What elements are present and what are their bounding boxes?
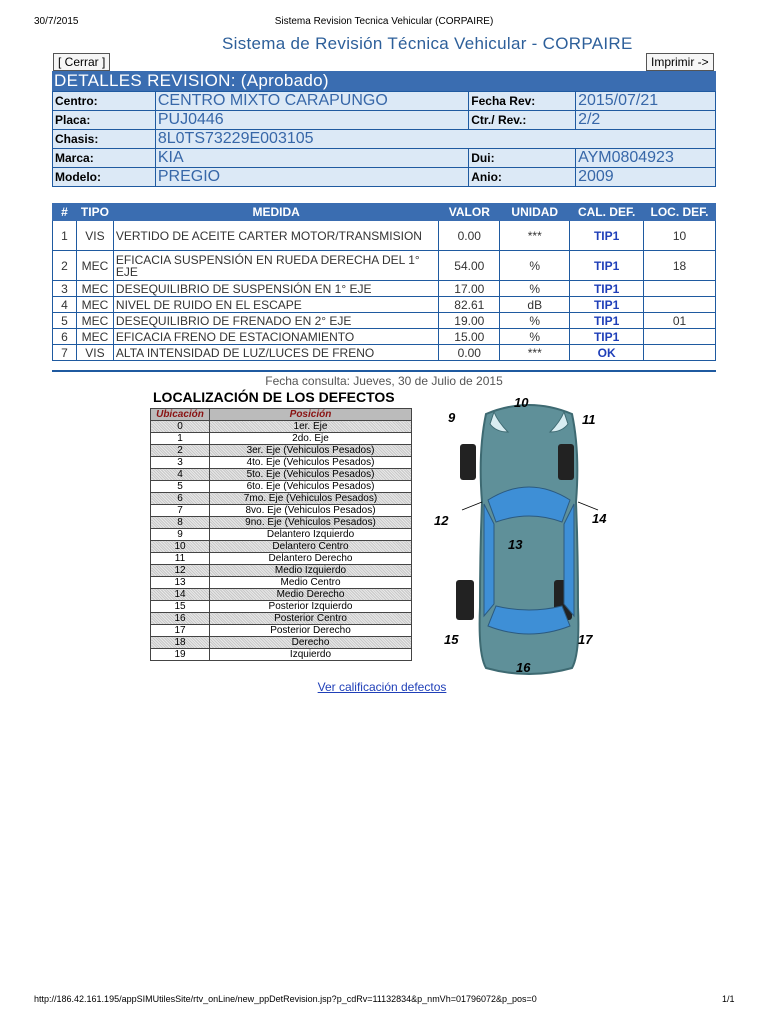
col-tipo: TIPO (76, 204, 113, 221)
measure-cal: TIP1 (570, 329, 644, 345)
ubicacion-value: 15 (151, 601, 210, 613)
col-cal: CAL. DEF. (570, 204, 644, 221)
measure-loc (644, 297, 716, 313)
measure-unidad: dB (500, 297, 570, 313)
placa-value: PUJ0446 (155, 111, 468, 130)
measure-valor: 19.00 (439, 313, 500, 329)
localizacion-row (151, 649, 412, 661)
posicion-value: Delantero Derecho (210, 553, 412, 565)
measure-tipo: MEC (76, 281, 113, 297)
posicion-value: 7mo. Eje (Vehiculos Pesados) (210, 493, 412, 505)
localizacion-row (151, 553, 412, 565)
measure-tipo: MEC (76, 313, 113, 329)
dui-value: AYM0804923 (576, 149, 716, 168)
localizacion-row (151, 541, 412, 553)
ubicacion-value: 13 (151, 577, 210, 589)
measure-cal: TIP1 (570, 221, 644, 251)
measure-medida: EFICACIA FRENO DE ESTACIONAMIENTO (113, 329, 438, 345)
vehicle-info-table (52, 91, 716, 187)
measure-num: 3 (53, 281, 77, 297)
page-title: Sistema de Revisión Técnica Vehicular - CORPAIRE (222, 34, 633, 53)
marca-label: Marca: (53, 149, 156, 168)
measure-medida: VERTIDO DE ACEITE CARTER MOTOR/TRANSMISION (113, 221, 438, 251)
print-title: Sistema Revision Tecnica Vehicular (CORPAIRE) (274, 16, 494, 27)
posicion-value: Posterior Izquierdo (210, 601, 412, 613)
posicion-value: Medio Izquierdo (210, 565, 412, 577)
posicion-value: Delantero Izquierdo (210, 529, 412, 541)
measure-unidad: *** (500, 345, 570, 361)
localizacion-row (151, 505, 412, 517)
localizacion-row (151, 457, 412, 469)
localizacion-row (151, 613, 412, 625)
measure-row (53, 251, 716, 281)
print-button[interactable]: Imprimir -> (646, 53, 714, 71)
ver-calificacion-link[interactable]: Ver calificación defectos (317, 680, 447, 694)
col-ubicacion: Ubicación (151, 409, 210, 421)
measure-valor: 54.00 (439, 251, 500, 281)
ubicacion-value: 5 (151, 481, 210, 493)
measure-row (53, 313, 716, 329)
car-label-17: 17 (578, 632, 593, 647)
measure-cal: TIP1 (570, 297, 644, 313)
measure-num: 1 (53, 221, 77, 251)
measure-valor: 0.00 (439, 221, 500, 251)
measure-row (53, 345, 716, 361)
ubicacion-value: 8 (151, 517, 210, 529)
posicion-value: 2do. Eje (210, 433, 412, 445)
chasis-value: 8L0TS73229E003105 (155, 130, 715, 149)
col-medida: MEDIDA (113, 204, 438, 221)
ubicacion-value: 7 (151, 505, 210, 517)
measure-tipo: MEC (76, 297, 113, 313)
posicion-value: 5to. Eje (Vehiculos Pesados) (210, 469, 412, 481)
ubicacion-value: 4 (151, 469, 210, 481)
posicion-value: Derecho (210, 637, 412, 649)
footer-url: http://186.42.161.195/appSIMUtilesSite/rtv_onLine/new_ppDetRevision.jsp?p_cdRv=11132834&p_nmVh=01796072&p_pos=0 (34, 994, 537, 1004)
car-label-16: 16 (516, 660, 531, 675)
posicion-value: 9no. Eje (Vehiculos Pesados) (210, 517, 412, 529)
measure-medida: ALTA INTENSIDAD DE LUZ/LUCES DE FRENO (113, 345, 438, 361)
measure-row (53, 329, 716, 345)
anio-label: Anio: (469, 168, 576, 187)
measure-num: 4 (53, 297, 77, 313)
posicion-value: Posterior Centro (210, 613, 412, 625)
car-label-10: 10 (514, 395, 529, 410)
print-date: 30/7/2015 (34, 16, 79, 27)
localizacion-row (151, 529, 412, 541)
posicion-value: Medio Derecho (210, 589, 412, 601)
posicion-value: 3er. Eje (Vehiculos Pesados) (210, 445, 412, 457)
measure-valor: 17.00 (439, 281, 500, 297)
measure-loc (644, 345, 716, 361)
localizacion-row (151, 433, 412, 445)
car-label-11: 11 (582, 412, 596, 427)
posicion-value: Posterior Derecho (210, 625, 412, 637)
ubicacion-value: 19 (151, 649, 210, 661)
ubicacion-value: 18 (151, 637, 210, 649)
measure-unidad: *** (500, 221, 570, 251)
ubicacion-value: 6 (151, 493, 210, 505)
ubicacion-value: 9 (151, 529, 210, 541)
modelo-label: Modelo: (53, 168, 156, 187)
ubicacion-value: 10 (151, 541, 210, 553)
measure-cal: TIP1 (570, 313, 644, 329)
posicion-value: 4to. Eje (Vehiculos Pesados) (210, 457, 412, 469)
car-label-15: 15 (444, 632, 459, 647)
fecha-label: Fecha Rev: (469, 92, 576, 111)
measure-num: 6 (53, 329, 77, 345)
measure-num: 5 (53, 313, 77, 329)
measures-table (52, 203, 716, 361)
measure-medida: DESEQUILIBRIO DE FRENADO EN 2° EJE (113, 313, 438, 329)
measure-cal: TIP1 (570, 251, 644, 281)
measure-loc (644, 329, 716, 345)
measure-num: 7 (53, 345, 77, 361)
col-valor: VALOR (439, 204, 500, 221)
posicion-value: 6to. Eje (Vehiculos Pesados) (210, 481, 412, 493)
posicion-value: Medio Centro (210, 577, 412, 589)
col-num: # (53, 204, 77, 221)
measure-medida: DESEQUILIBRIO DE SUSPENSIÓN EN 1° EJE (113, 281, 438, 297)
localizacion-row (151, 565, 412, 577)
car-label-9: 9 (448, 410, 456, 425)
ubicacion-value: 11 (151, 553, 210, 565)
car-label-12: 12 (434, 513, 449, 528)
separator (52, 370, 716, 372)
col-loc: LOC. DEF. (644, 204, 716, 221)
col-unidad: UNIDAD (500, 204, 570, 221)
measure-valor: 15.00 (439, 329, 500, 345)
posicion-value: Delantero Centro (210, 541, 412, 553)
posicion-value: 1er. Eje (210, 421, 412, 433)
fecha-value: 2015/07/21 (576, 92, 716, 111)
localizacion-title: LOCALIZACIÓN DE LOS DEFECTOS (153, 389, 395, 405)
localizacion-row (151, 445, 412, 457)
measure-valor: 0.00 (439, 345, 500, 361)
measure-unidad: % (500, 281, 570, 297)
localizacion-row (151, 601, 412, 613)
chasis-label: Chasis: (53, 130, 156, 149)
footer-page: 1/1 (722, 994, 735, 1004)
measure-tipo: MEC (76, 251, 113, 281)
marca-value: KIA (155, 149, 468, 168)
measure-row (53, 281, 716, 297)
fecha-consulta: Fecha consulta: Jueves, 30 de Julio de 2015 (265, 374, 503, 388)
modelo-value: PREGIO (155, 168, 468, 187)
car-label-13: 13 (508, 537, 523, 552)
ctr-label: Ctr./ Rev.: (469, 111, 576, 130)
localizacion-row (151, 637, 412, 649)
measure-medida: NIVEL DE RUIDO EN EL ESCAPE (113, 297, 438, 313)
ubicacion-value: 16 (151, 613, 210, 625)
posicion-value: Izquierdo (210, 649, 412, 661)
measure-cal: TIP1 (570, 281, 644, 297)
col-posicion: Posición (210, 409, 412, 421)
measure-tipo: VIS (76, 345, 113, 361)
measure-loc: 01 (644, 313, 716, 329)
anio-value: 2009 (576, 168, 716, 187)
measure-loc (644, 281, 716, 297)
close-button[interactable]: [ Cerrar ] (53, 53, 110, 71)
localizacion-row (151, 481, 412, 493)
localizacion-table (150, 408, 412, 661)
ubicacion-value: 2 (151, 445, 210, 457)
ubicacion-value: 12 (151, 565, 210, 577)
measure-row (53, 297, 716, 313)
measure-loc: 10 (644, 221, 716, 251)
car-label-14: 14 (592, 511, 607, 526)
centro-value: CENTRO MIXTO CARAPUNGO (155, 92, 468, 111)
measure-loc: 18 (644, 251, 716, 281)
ubicacion-value: 1 (151, 433, 210, 445)
measure-unidad: % (500, 251, 570, 281)
localizacion-row (151, 421, 412, 433)
dui-label: Dui: (469, 149, 576, 168)
measure-unidad: % (500, 313, 570, 329)
measure-tipo: VIS (76, 221, 113, 251)
measure-num: 2 (53, 251, 77, 281)
localizacion-row (151, 625, 412, 637)
localizacion-row (151, 493, 412, 505)
ubicacion-value: 0 (151, 421, 210, 433)
localizacion-row (151, 469, 412, 481)
measure-valor: 82.61 (439, 297, 500, 313)
localizacion-row (151, 577, 412, 589)
measure-tipo: MEC (76, 329, 113, 345)
review-status-header: DETALLES REVISION: (Aprobado) (52, 71, 716, 91)
measure-row (53, 221, 716, 251)
ubicacion-value: 14 (151, 589, 210, 601)
measure-cal: OK (570, 345, 644, 361)
measure-medida: EFICACIA SUSPENSIÓN EN RUEDA DERECHA DEL 1° EJE (113, 251, 438, 281)
ubicacion-value: 3 (151, 457, 210, 469)
measure-unidad: % (500, 329, 570, 345)
localizacion-row (151, 589, 412, 601)
ubicacion-value: 17 (151, 625, 210, 637)
centro-label: Centro: (53, 92, 156, 111)
placa-label: Placa: (53, 111, 156, 130)
posicion-value: 8vo. Eje (Vehiculos Pesados) (210, 505, 412, 517)
localizacion-row (151, 517, 412, 529)
ctr-value: 2/2 (576, 111, 716, 130)
car-diagram (426, 392, 632, 682)
